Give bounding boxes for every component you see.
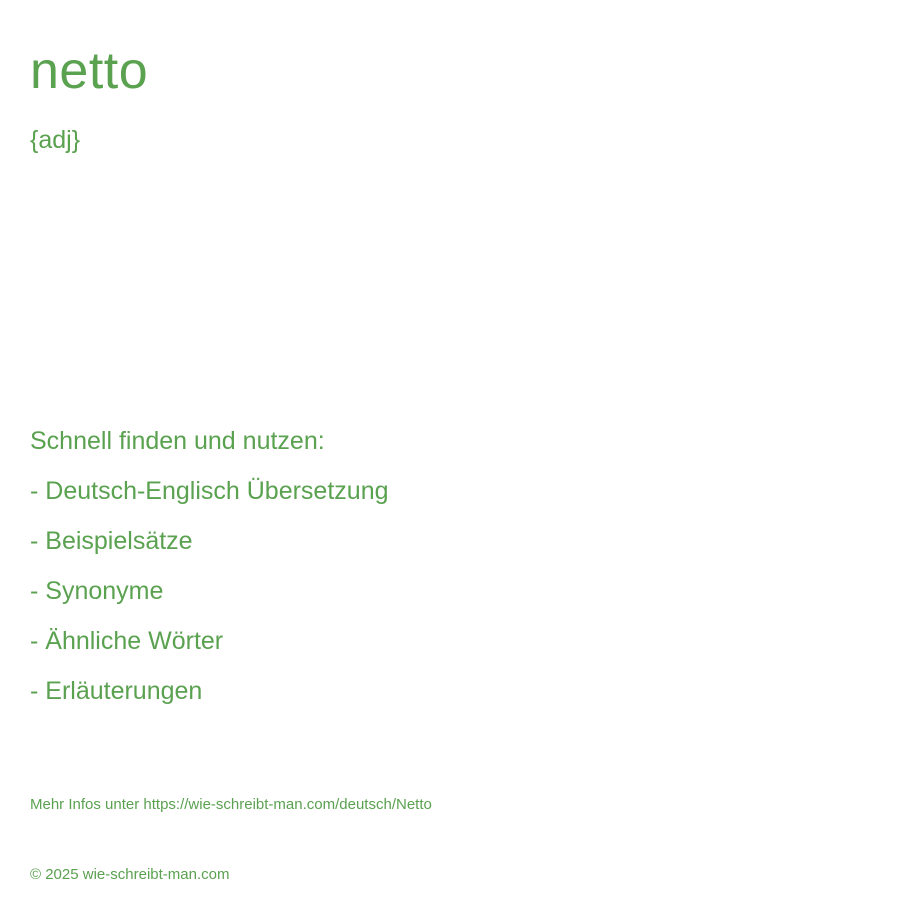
feature-list — [30, 424, 389, 724]
feature-items — [30, 474, 389, 708]
feature-item-similar-words: - Ähnliche Wörter — [30, 627, 224, 655]
feature-item-explanations: - Erläuterungen — [30, 677, 203, 705]
more-info-text: Mehr Infos unter https://wie-schreibt-man.com/deutsch/Netto — [30, 796, 432, 813]
feature-item-synonyms: - Synonyme — [30, 577, 164, 605]
part-of-speech-label: {adj} — [30, 126, 81, 154]
headword-title: netto — [30, 42, 149, 100]
feature-item-translation: - Deutsch-Englisch Übersetzung — [30, 477, 389, 505]
copyright-text: © 2025 wie-schreibt-man.com — [30, 866, 230, 883]
feature-item-example-sentences: - Beispielsätze — [30, 527, 193, 555]
feature-list-heading: Schnell finden und nutzen: — [30, 427, 325, 455]
